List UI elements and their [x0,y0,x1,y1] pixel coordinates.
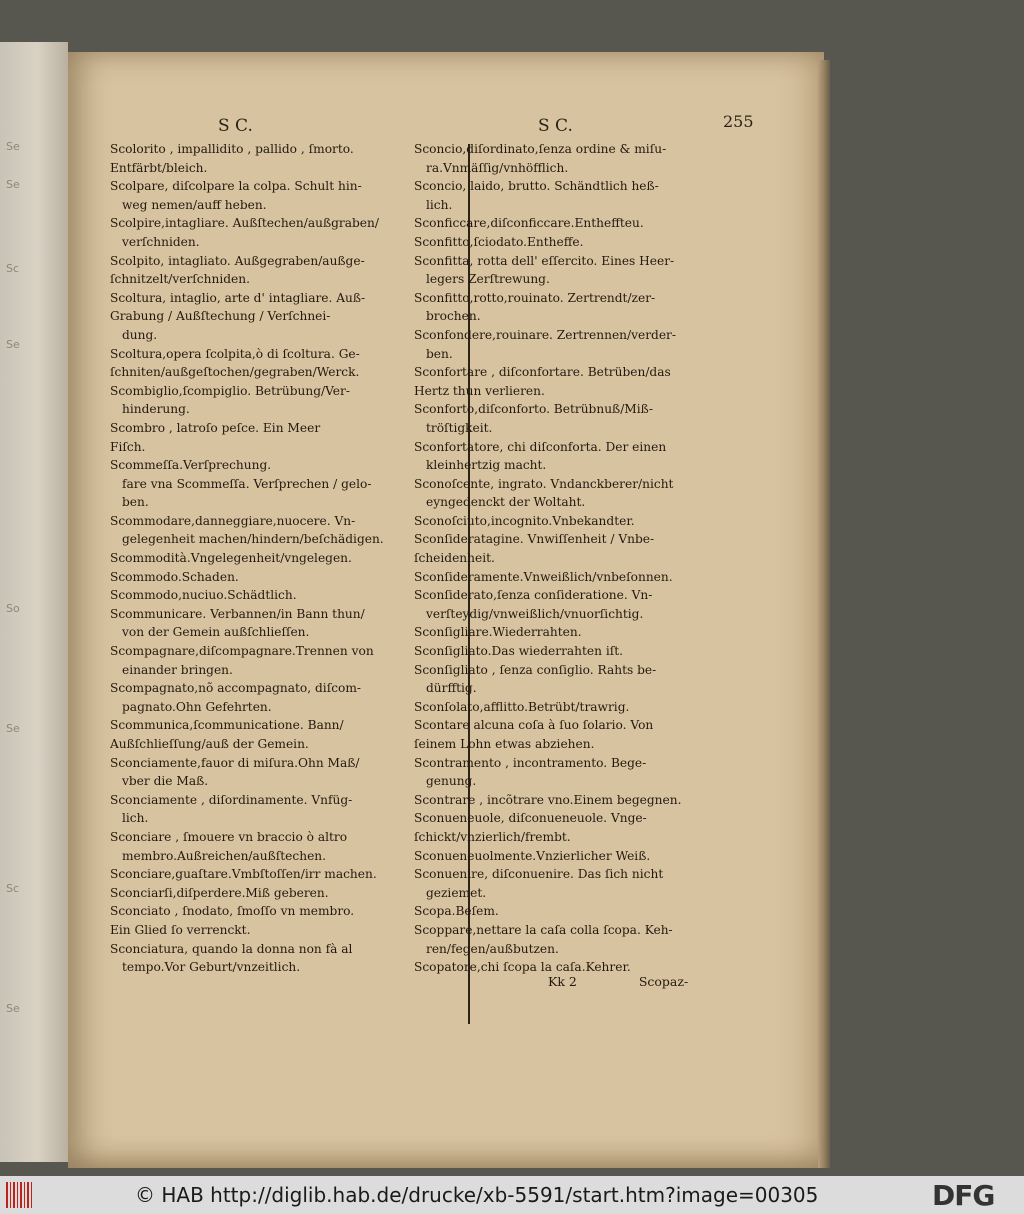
signature-mark: Kk 2 [548,974,577,989]
dictionary-line: Ein Glied ſo verrenckt. [110,922,251,937]
dictionary-line: ben. [426,346,453,361]
dictionary-line: Scontramento , incontramento. Bege- [414,755,647,770]
dictionary-line: Sconciamente,fauor di miſura.Ohn Maß/ [110,755,360,770]
dictionary-line: Scompagnato,nõ accompagnato, diſcom- [110,681,362,696]
dictionary-line: Scopatore,chi ſcopa la caſa.Kehrer. [414,960,631,975]
dictionary-line: Scolorito , impallidito , pallido , ſmorto. [110,142,354,156]
dictionary-line: Sconuenire, diſconuenire. Das ſich nicht [414,867,664,882]
dictionary-line: Außſchlieſſung/auß der Gemein. [110,737,309,751]
dictionary-line: Sconſideratagine. Vnwiſſenheit / Vnbe- [414,532,655,547]
dictionary-line: fare vna Scommeſſa. Verſprechen / gelo- [122,476,372,491]
dictionary-line: Scolpire,intagliare. Außſtechen/außgraben/ [110,216,379,231]
dictionary-line: Fiſch. [110,439,146,454]
dictionary-line: Sconfitto,ſciodato.Entheffe. [414,234,584,249]
dictionary-line: Scommodo.Schaden. [110,569,239,584]
dictionary-line: ben. [122,495,149,510]
dictionary-line: Scommunicare. Verbannen/in Bann thun/ [110,606,365,621]
dictionary-line: Sconfitto,rotto,rouinato. Zertrendt/zer- [414,290,656,305]
dictionary-line: Sconſiderato,ſenza conſideratione. Vn- [414,588,653,603]
dictionary-line: verſchniden. [122,234,200,249]
ghost-text: So [6,602,20,615]
dictionary-line: membro.Außreichen/außſtechen. [122,848,327,863]
dictionary-line: ſchniten/außgeſtochen/gegraben/Werck. [110,365,360,380]
running-head-right: S C. [538,116,573,136]
dictionary-line: Sconciamente , diſordinamente. Vnfüg- [110,792,353,807]
hab-logo-icon [6,1182,34,1208]
dictionary-line: Scontare alcuna coſa à ſuo ſolario. Von [414,718,654,733]
ghost-text: Se [6,178,20,191]
dictionary-line: Sconficcare,diſconficcare.Entheffteu. [414,216,644,231]
dictionary-line: Sconfondere,rouinare. Zertrennen/verder- [414,327,676,342]
catchword: Scopaz- [638,974,689,989]
copyright-link[interactable]: © HAB http://diglib.hab.de/drucke/xb-5591/start.htm?image=00305 [135,1183,819,1207]
dictionary-line: Sconſolato,afflitto.Betrübt/trawrig. [414,699,630,714]
dictionary-line: Sconfitta, rotta dell' eſſercito. Eines Heer- [414,253,675,268]
page-edge-shadow [818,60,830,1168]
dictionary-line: Scopa.Beſem. [414,904,499,919]
dictionary-line: Sconciare,guaſtare.Vmbſtoſſen/irr machen. [110,867,377,882]
dictionary-line: Scompagnare,diſcompagnare.Trennen von [110,644,374,659]
dictionary-line: dürfftig. [426,681,477,696]
dictionary-line: Sconueneuole, diſconueneuole. Vnge- [414,811,647,826]
dictionary-line: Scommeſſa.Verſprechung. [110,458,272,473]
dictionary-line: gelegenheit machen/hindern/beſchädigen. [122,532,384,547]
dictionary-line: Grabung / Außſtechung / Verſchnei- [110,309,331,324]
dictionary-line: Sconfortare , diſconfortare. Betrüben/das [414,365,671,380]
dictionary-line: pagnato.Ohn Gefehrten. [122,699,272,714]
dictionary-line: Entfärbt/bleich. [110,160,208,175]
previous-page-edge [0,42,68,1162]
dictionary-line: ſchnitzelt/verſchniden. [110,272,250,287]
dfg-logo: DFG [932,1179,995,1212]
dictionary-line: Scombro , latroſo peſce. Ein Meer [110,420,321,435]
book-page [68,52,824,1168]
dictionary-line: ra.Vnmäſſig/vnhöfflich. [426,160,569,175]
dictionary-line: lich. [122,811,149,826]
dictionary-line: Scommodo,nuciuo.Schädtlich. [110,588,297,603]
page-number: 255 [723,112,754,131]
ghost-text: Se [6,140,20,153]
dictionary-line: Sconciato , ſnodato, ſmoſſo vn membro. [110,904,355,919]
ghost-text: Se [6,722,20,735]
dictionary-line: genung. [426,774,477,789]
dictionary-line: Scolpare, diſcolpare la colpa. Schult hin- [110,179,362,194]
dictionary-line: Sconcio, laido, brutto. Schändtlich heß- [414,179,659,194]
dictionary-line: Scommunica,ſcommunicatione. Bann/ [110,718,344,733]
dictionary-line: dung. [122,327,158,342]
dictionary-line: geziemet. [426,885,487,900]
dictionary-line: Sconoſciuto,incognito.Vnbekandter. [414,513,635,528]
dictionary-line: Scombiglio,ſcompiglio. Betrübung/Ver- [110,383,350,398]
dictionary-line: Scoppare,nettare la caſa colla ſcopa. Keh- [414,922,673,937]
dictionary-line: Sconſigliato , ſenza conſiglio. Rahts be- [414,662,657,677]
dictionary-line: Sconſigliato.Das wiederrahten iſt. [414,644,624,659]
dictionary-line: kleinhertzig macht. [426,458,547,473]
dictionary-line: Sconoſcente, ingrato. Vndanckberer/nicht [414,476,674,491]
catchword-row [548,974,746,989]
dictionary-line: tröſtigkeit. [426,420,493,435]
dictionary-line: Sconſigliare.Wiederrahten. [414,625,582,640]
dictionary-line: Scommodare,danneggiare,nuocere. Vn- [110,513,356,528]
dictionary-line: Hertz thun verlieren. [414,383,545,398]
dictionary-line: Scommodità.Vngelegenheit/vngelegen. [110,551,352,566]
ghost-text: Se [6,338,20,351]
dictionary-line: ſeinem Lohn etwas abziehen. [414,737,595,751]
dictionary-line: legers Zerſtrewung. [426,272,550,287]
dictionary-line: vber die Maß. [122,774,209,789]
dictionary-line: Scoltura, intaglio, arte d' intagliare. Auß- [110,290,366,305]
dictionary-line: tempo.Vor Geburt/vnzeitlich. [122,960,301,975]
dictionary-line: Sconforto,diſconforto. Betrübnuß/Miß- [414,402,653,417]
dictionary-line: Sconſideramente.Vnweißlich/vnbeſonnen. [414,569,673,584]
dictionary-line: hinderung. [122,402,190,417]
dictionary-line: Sconciatura, quando la donna non fà al [110,941,353,956]
dictionary-line: ren/fegen/außbutzen. [426,941,559,956]
dictionary-line: ſchickt/vnzierlich/frembt. [414,829,571,844]
dictionary-line: weg nemen/auff heben. [122,197,267,212]
ghost-text: Se [6,1002,20,1015]
dictionary-line: ſcheidenheit. [414,551,495,566]
running-head-left: S C. [218,116,253,136]
dictionary-line: Scoltura,opera ſcolpita,ò di ſcoltura. Ge- [110,346,360,361]
dictionary-line: Sconfortatore, chi diſconforta. Der einen [414,439,667,454]
dictionary-line: lich. [426,197,453,212]
dictionary-line: Sconciare , ſmouere vn braccio ò altro [110,829,348,844]
dictionary-line: von der Gemein außſchlieſſen. [122,625,310,640]
ghost-text: Sc [6,262,20,275]
dictionary-line: Sconcio,diſordinato,ſenza ordine & miſu- [414,142,667,156]
dictionary-line: Sconciarſi,diſperdere.Miß geberen. [110,885,329,900]
ghost-text: Sc [6,882,20,895]
dictionary-line: brochen. [426,309,481,324]
dictionary-line: einander bringen. [122,662,233,677]
right-column [414,140,714,977]
dictionary-line: eyngedenckt der Woltaht. [426,495,586,510]
dictionary-line: verſteydig/vnweißlich/vnuorſichtig. [426,606,644,621]
dictionary-line: Sconueneuolmente.Vnzierlicher Weiß. [414,848,651,863]
left-column [110,140,410,977]
dictionary-line: Scontrare , incõtrare vno.Einem begegnen. [414,792,682,807]
dictionary-line: Scolpito, intagliato. Außgegraben/außge- [110,253,365,268]
